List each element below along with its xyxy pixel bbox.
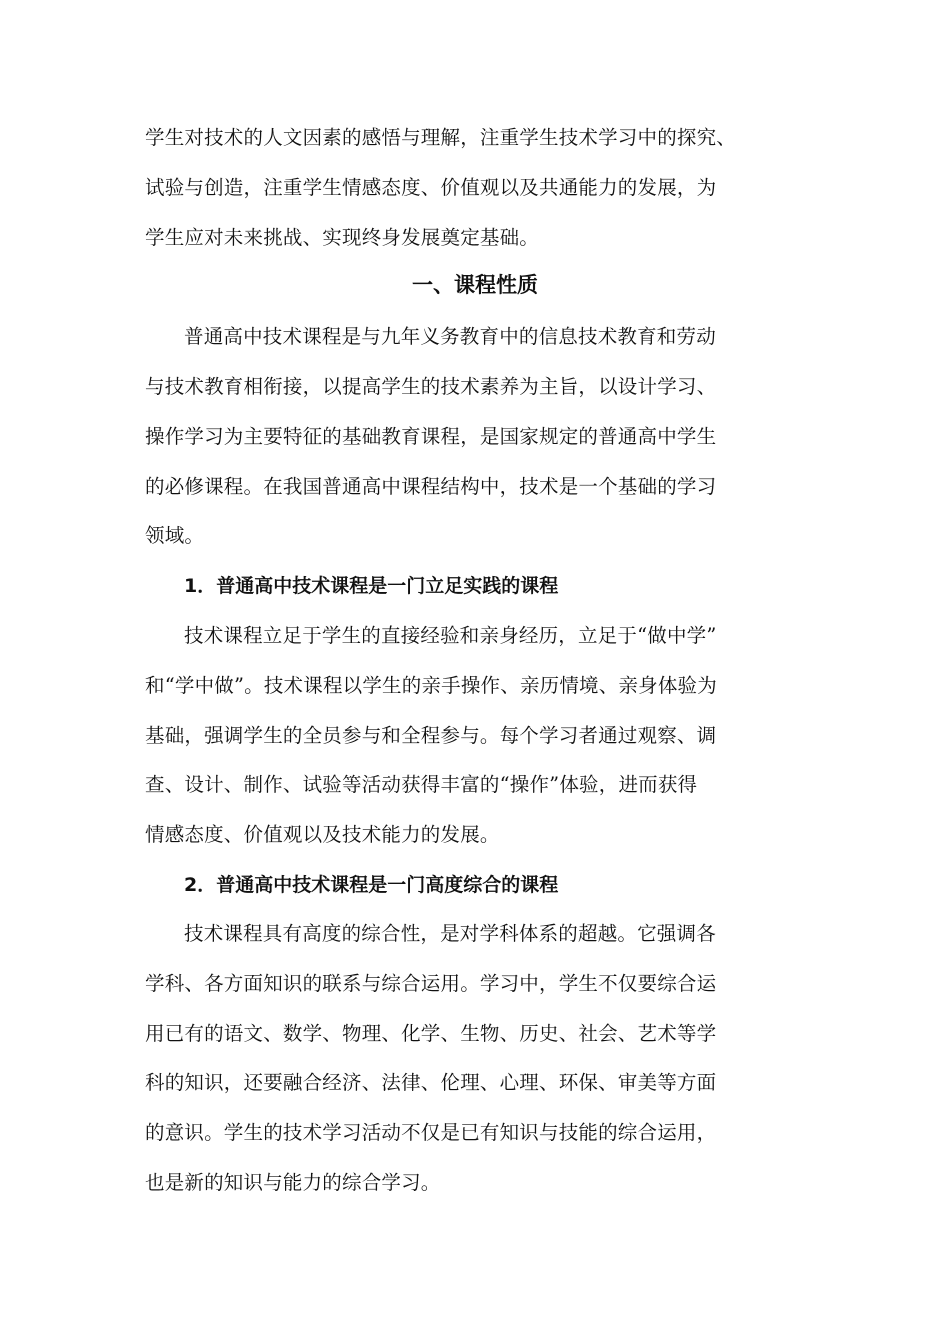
- paragraph-line: 技术课程具有高度的综合性，是对学科体系的超越。它强调各: [184, 922, 716, 945]
- paragraph-line: 也是新的知识与能力的综合学习。: [145, 1171, 441, 1194]
- paragraph-line: 试验与创造，注重学生情感态度、价值观以及共通能力的发展，为: [145, 176, 717, 199]
- paragraph-line: 的意识。学生的技术学习活动不仅是已有知识与技能的综合运用，: [145, 1121, 717, 1144]
- paragraph-line: 用已有的语文、数学、物理、化学、生物、历史、社会、艺术等学: [145, 1022, 717, 1045]
- paragraph-line: 情感态度、价值观以及技术能力的发展。: [145, 823, 500, 846]
- paragraph-line: 基础，强调学生的全员参与和全程参与。每个学习者通过观察、调: [145, 724, 717, 747]
- subsection-heading: 1．普通高中技术课程是一门立足实践的课程: [184, 575, 559, 597]
- paragraph-line: 学生对技术的人文因素的感悟与理解，注重学生技术学习中的探究、: [145, 126, 737, 149]
- paragraph-line: 和“学中做”。技术课程以学生的亲手操作、亲历情境、亲身体验为: [145, 674, 717, 697]
- paragraph-line: 操作学习为主要特征的基础教育课程，是国家规定的普通高中学生: [145, 425, 717, 448]
- paragraph-line: 科的知识，还要融合经济、法律、伦理、心理、环保、审美等方面: [145, 1071, 717, 1094]
- paragraph-line: 查、设计、制作、试验等活动获得丰富的“操作”体验，进而获得: [145, 773, 698, 796]
- paragraph-line: 与技术教育相衔接，以提高学生的技术素养为主旨，以设计学习、: [145, 375, 717, 398]
- subsection-heading: 2．普通高中技术课程是一门高度综合的课程: [184, 874, 559, 896]
- paragraph-line: 学生应对未来挑战、实现终身发展奠定基础。: [145, 226, 540, 249]
- paragraph-line: 普通高中技术课程是与九年义务教育中的信息技术教育和劳动: [184, 325, 716, 348]
- paragraph-line: 的必修课程。在我国普通高中课程结构中，技术是一个基础的学习: [145, 475, 717, 498]
- paragraph-line: 学科、各方面知识的联系与综合运用。学习中，学生不仅要综合运: [145, 972, 717, 995]
- paragraph-line: 领域。: [145, 524, 205, 547]
- paragraph-line: 技术课程立足于学生的直接经验和亲身经历，立足于“做中学”: [184, 624, 717, 647]
- section-heading: 一、课程性质: [412, 273, 538, 297]
